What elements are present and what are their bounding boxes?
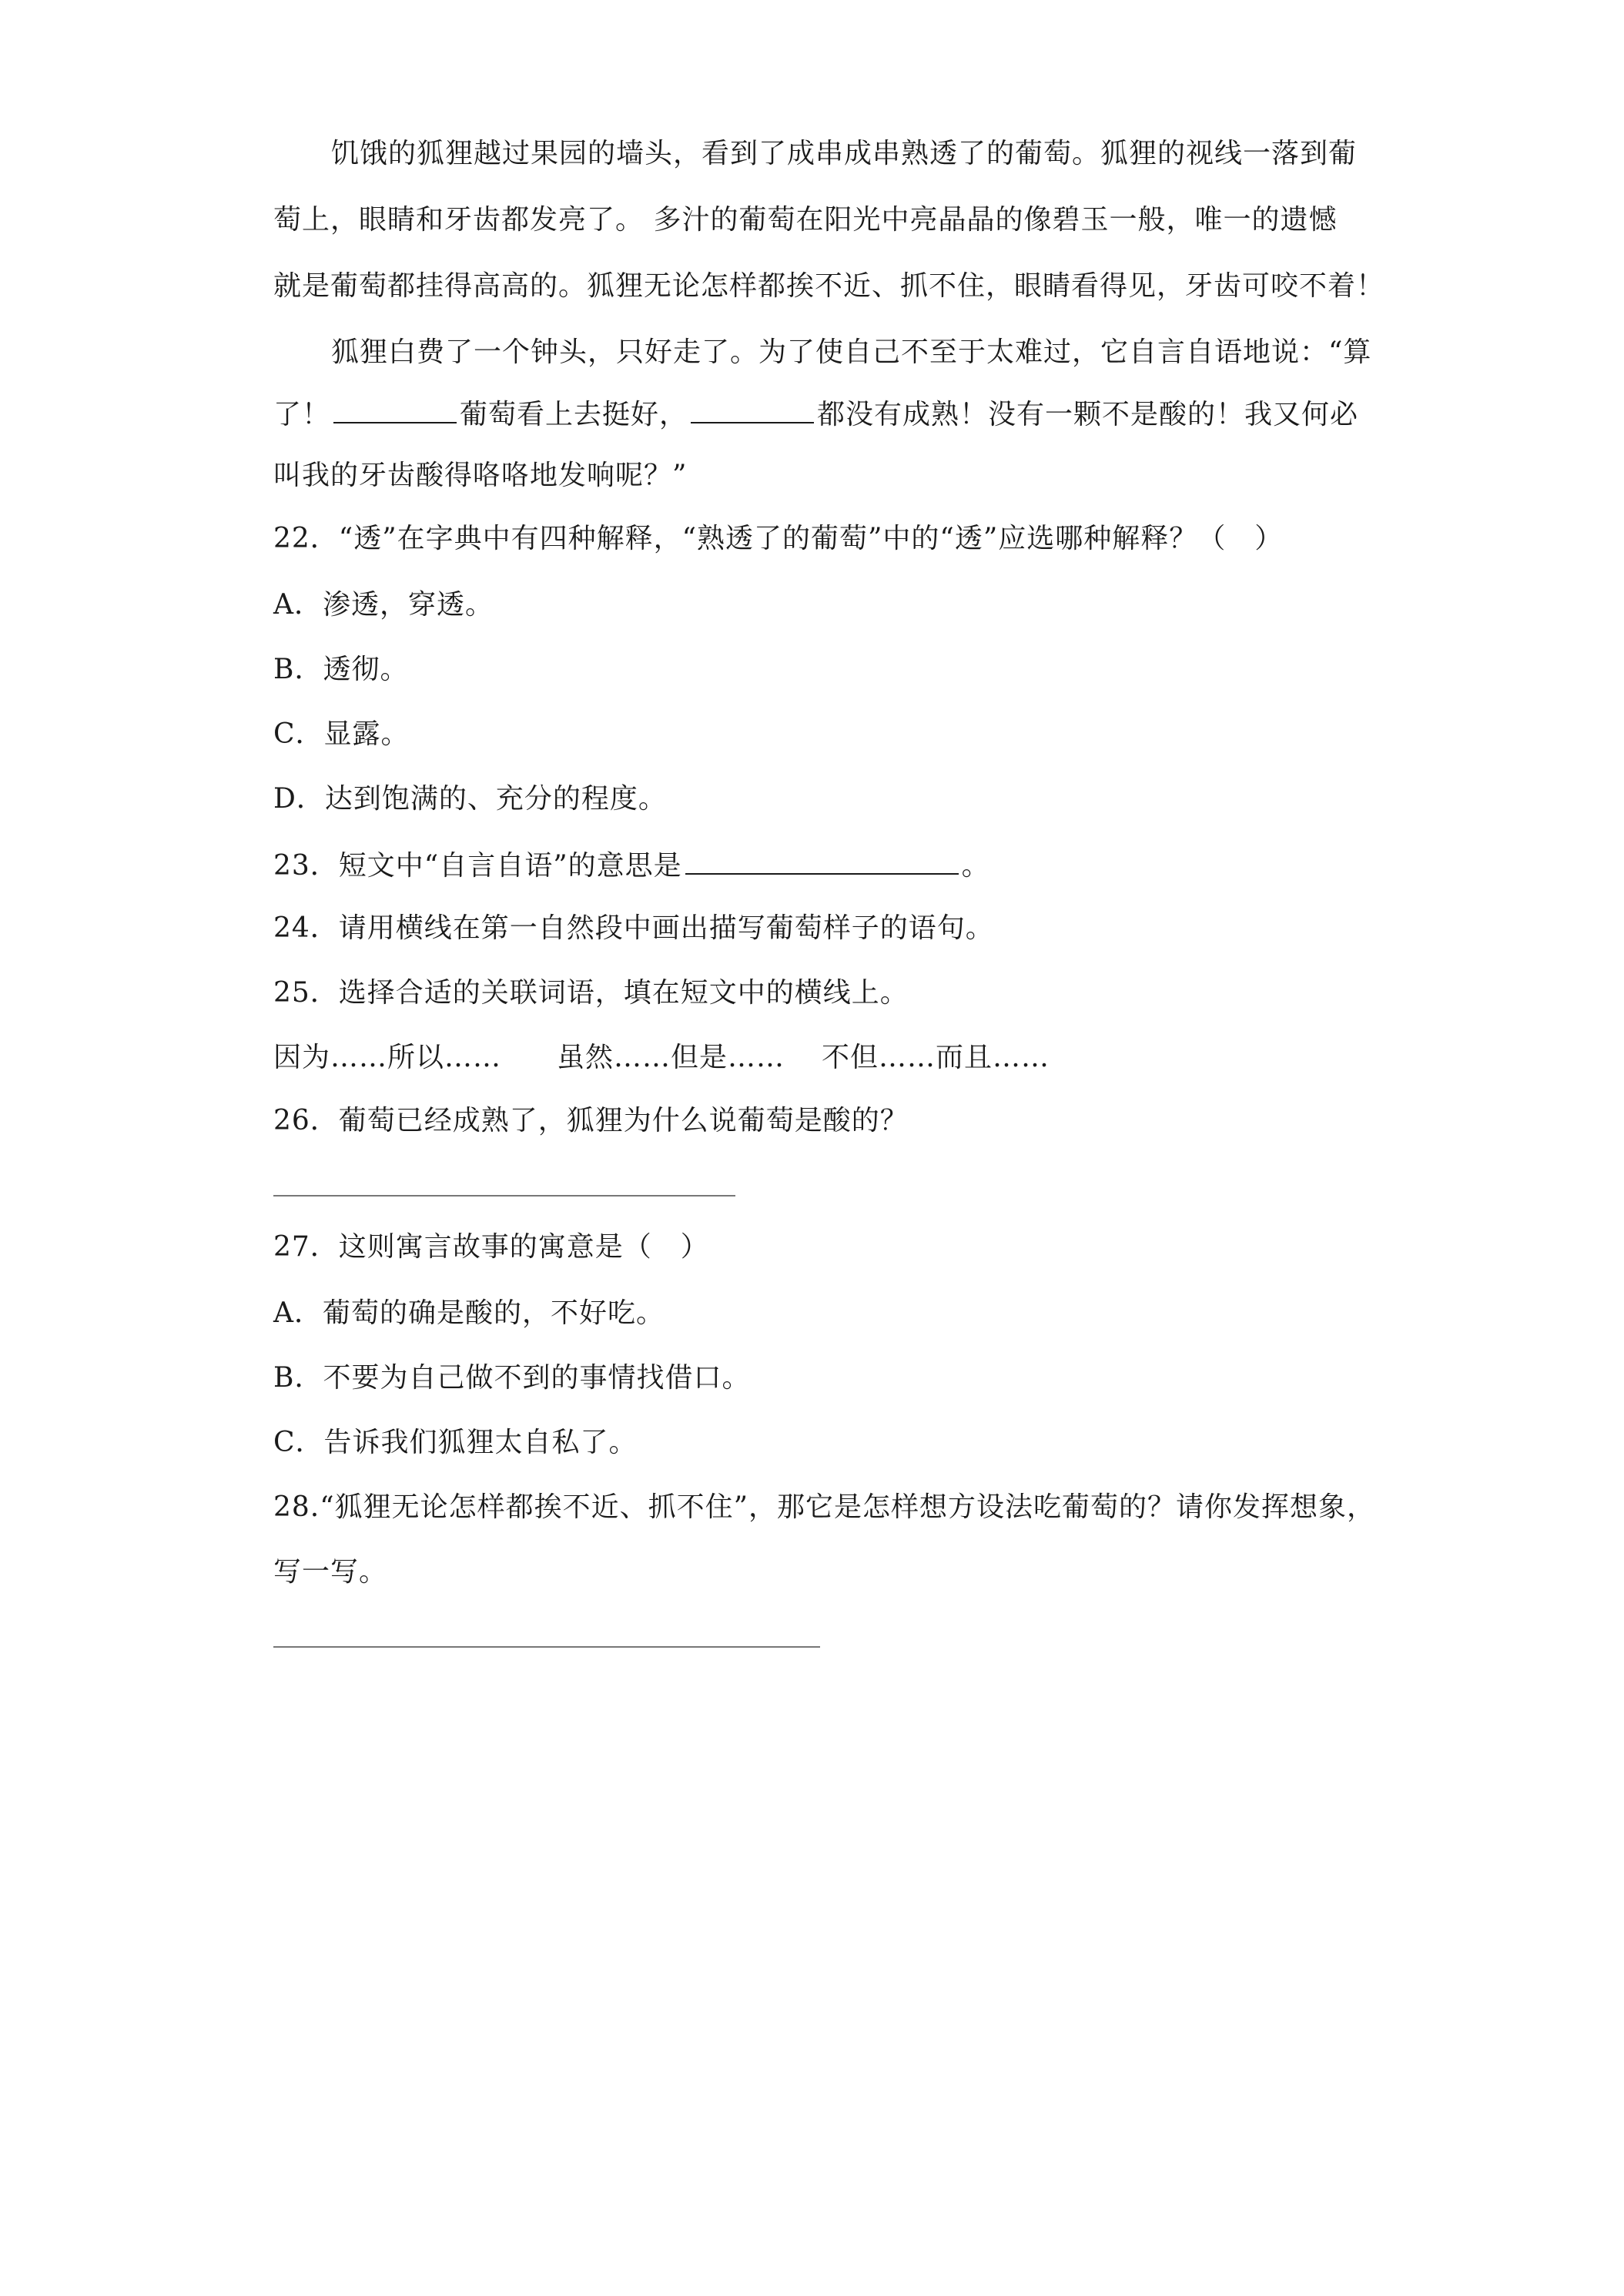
question-23-answer-blank[interactable] xyxy=(685,845,959,875)
connective-blank-2[interactable] xyxy=(691,394,814,423)
question-28-answer-line[interactable] xyxy=(273,1646,820,1648)
question-27-option-a[interactable]: A．葡萄的确是酸的，不好吃。 xyxy=(273,1297,665,1329)
question-25: 25．选择合适的关联词语，填在短文中的横线上。 xyxy=(273,977,909,1009)
connective-option-2: 虽然……但是…… xyxy=(557,1042,785,1073)
connective-option-1: 因为……所以…… xyxy=(273,1042,502,1073)
question-25-options xyxy=(273,1039,1050,1076)
question-27-option-b[interactable]: B．不要为自己做不到的事情找借口。 xyxy=(273,1362,751,1394)
question-26: 26．葡萄已经成熟了，狐狸为什么说葡萄是酸的？ xyxy=(273,1105,909,1136)
question-22-option-a[interactable]: A．渗透，穿透。 xyxy=(273,589,494,621)
passage-p1-line3: 就是葡萄都挂得高高的。狐狸无论怎样都挨不近、抓不住，眼睛看得见，牙齿可咬不着！ xyxy=(273,270,1385,302)
passage-p1-line2: 萄上，眼睛和牙齿都发亮了。 多汁的葡萄在阳光中亮晶晶的像碧玉一般，唯一的遗憾 xyxy=(273,204,1338,236)
question-26-answer-line[interactable] xyxy=(273,1195,735,1197)
connective-option-3: 不但……而且…… xyxy=(822,1042,1050,1073)
question-24: 24．请用横线在第一自然段中画出描写葡萄样子的语句。 xyxy=(273,912,994,944)
passage-p2-text-c: 都没有成熟！没有一颗不是酸的！我又何必 xyxy=(817,399,1359,430)
passage-p2-line2 xyxy=(273,394,1358,433)
question-22-option-b[interactable]: B．透彻。 xyxy=(273,654,409,685)
question-23-end: 。 xyxy=(961,850,990,882)
connective-blank-1[interactable] xyxy=(333,394,457,423)
question-27: 27．这则寓言故事的寓意是（ ） xyxy=(273,1231,709,1263)
passage-p2-line3: 叫我的牙齿酸得咯咯地发响呢？” xyxy=(273,460,688,491)
question-22-option-d[interactable]: D．达到饱满的、充分的程度。 xyxy=(273,783,667,815)
question-22-option-c[interactable]: C．显露。 xyxy=(273,718,410,750)
question-27-option-c[interactable]: C．告诉我们狐狸太自私了。 xyxy=(273,1427,638,1458)
question-28-line2: 写一写。 xyxy=(273,1556,388,1588)
passage-p1-line1: 饥饿的狐狸越过果园的墙头，看到了成串成串熟透了的葡萄。狐狸的视线一落到葡 xyxy=(331,138,1358,169)
question-23-text: 23．短文中“自言自语”的意思是 xyxy=(273,850,682,882)
passage-p2-text-b: 葡萄看上去挺好， xyxy=(460,399,688,430)
passage-p2-line1: 狐狸白费了一个钟头，只好走了。为了使自己不至于太难过，它自言自语地说：“算 xyxy=(331,336,1372,368)
question-23 xyxy=(273,845,990,885)
question-22: 22．“透”在字典中有四种解释，“熟透了的葡萄”中的“透”应选哪种解释？（ ） xyxy=(273,523,1284,554)
question-28-line1: 28.“狐狸无论怎样都挨不近、抓不住”，那它是怎样想方设法吃葡萄的？请你发挥想象， xyxy=(273,1491,1376,1523)
passage-p2-text-a: 了！ xyxy=(273,399,331,430)
